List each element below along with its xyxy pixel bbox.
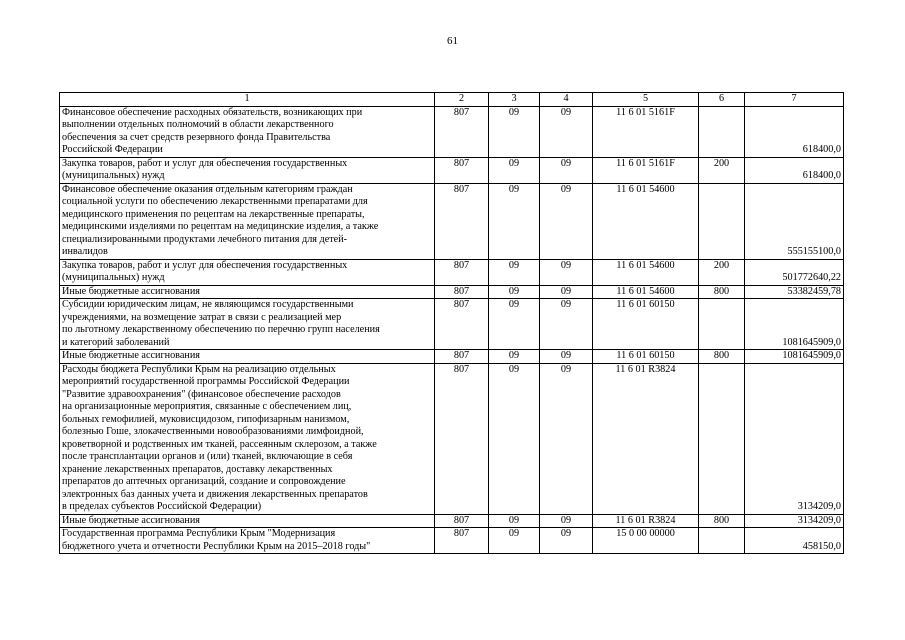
table-row [60, 514, 844, 528]
row-code-subsection: 09 [540, 259, 593, 285]
row-code-admin: 807 [435, 528, 489, 554]
row-code-target: 11 6 01 60150 [593, 350, 699, 364]
row-name: Расходы бюджета Республики Крым на реализацию отдельных мероприятий государственной программы Российской Федерации "Развитие здравоохранения" (финансовое обеспечение расходов на организационные мероприятия, связанные с обеспечением лиц, больных гемофилией, муковисцидозом, гипофизарным нанизмом, болезнью Гоше, злокачественными новообразованиями лимфоидной, кроветворной и родственных им тканей, рассеянным склерозом, а также после трансплантации органов и (или) тканей, включающие в себя хранение лекарственных препаратов, доставку лекарственных препаратов до аптечных организаций, создание и сопровождение электронных баз данных учета и движения лекарственных препаратов в пределах субъектов Российской Федерации) [60, 363, 435, 514]
row-code-expense-type [699, 183, 745, 259]
row-code-target: 11 6 01 5161F [593, 106, 699, 157]
row-name: Субсидии юридическим лицам, не являющимся государственными учреждениями, на возмещение затрат в связи с реализацией мер по льготному лекарственному обеспечению по перечню групп населения и категорий заболеваний [60, 299, 435, 350]
table-row [60, 157, 844, 183]
budget-table [59, 92, 844, 554]
table-row [60, 528, 844, 554]
row-code-section: 09 [489, 528, 540, 554]
row-code-admin: 807 [435, 299, 489, 350]
row-code-admin: 807 [435, 259, 489, 285]
row-code-subsection: 09 [540, 363, 593, 514]
header-col-1: 1 [60, 93, 435, 107]
row-amount: 1081645909,0 [745, 350, 844, 364]
row-code-expense-type: 200 [699, 157, 745, 183]
row-amount: 3134209,0 [745, 514, 844, 528]
row-amount: 618400,0 [745, 106, 844, 157]
row-code-subsection: 09 [540, 183, 593, 259]
row-code-section: 09 [489, 285, 540, 299]
row-code-section: 09 [489, 259, 540, 285]
row-code-expense-type: 800 [699, 285, 745, 299]
row-code-expense-type: 200 [699, 259, 745, 285]
row-code-admin: 807 [435, 183, 489, 259]
row-name: Закупка товаров, работ и услуг для обеспечения государственных (муниципальных) нужд [60, 157, 435, 183]
row-code-admin: 807 [435, 106, 489, 157]
row-code-target: 11 6 01 R3824 [593, 363, 699, 514]
row-code-target: 11 6 01 5161F [593, 157, 699, 183]
row-code-subsection: 09 [540, 528, 593, 554]
row-amount: 1081645909,0 [745, 299, 844, 350]
row-amount: 555155100,0 [745, 183, 844, 259]
row-name: Финансовое обеспечение оказания отдельным категориям граждан социальной услуги по обеспечению лекарственными препаратами для медицинского применения по рецептам на лекарственные препараты, медицинскими изделиями по рецептам на медицинские изделия, а также специализированными продуктами лечебного питания для детей- инвалидов [60, 183, 435, 259]
row-code-expense-type [699, 363, 745, 514]
row-code-expense-type [699, 528, 745, 554]
row-amount: 458150,0 [745, 528, 844, 554]
table-row [60, 106, 844, 157]
row-code-subsection: 09 [540, 285, 593, 299]
table-row [60, 363, 844, 514]
table-row [60, 350, 844, 364]
row-code-subsection: 09 [540, 514, 593, 528]
row-code-target: 11 6 01 54600 [593, 259, 699, 285]
row-code-section: 09 [489, 157, 540, 183]
row-code-admin: 807 [435, 363, 489, 514]
row-code-expense-type: 800 [699, 350, 745, 364]
header-col-4: 4 [540, 93, 593, 107]
row-name: Иные бюджетные ассигнования [60, 285, 435, 299]
row-code-subsection: 09 [540, 106, 593, 157]
row-code-section: 09 [489, 514, 540, 528]
header-col-6: 6 [699, 93, 745, 107]
table-row [60, 299, 844, 350]
row-name: Государственная программа Республики Крым "Модернизация бюджетного учета и отчетности Республики Крым на 2015–2018 годы" [60, 528, 435, 554]
row-code-admin: 807 [435, 157, 489, 183]
header-row [60, 93, 844, 107]
row-name: Иные бюджетные ассигнования [60, 350, 435, 364]
row-code-expense-type [699, 299, 745, 350]
table-row [60, 259, 844, 285]
row-code-expense-type [699, 106, 745, 157]
table-row [60, 183, 844, 259]
page-number: 61 [447, 35, 458, 47]
row-code-admin: 807 [435, 350, 489, 364]
row-amount: 53382459,78 [745, 285, 844, 299]
row-name: Иные бюджетные ассигнования [60, 514, 435, 528]
row-code-subsection: 09 [540, 299, 593, 350]
row-code-section: 09 [489, 363, 540, 514]
header-col-7: 7 [745, 93, 844, 107]
table-row [60, 285, 844, 299]
header-col-3: 3 [489, 93, 540, 107]
row-code-admin: 807 [435, 514, 489, 528]
row-code-target: 11 6 01 54600 [593, 285, 699, 299]
row-amount: 618400,0 [745, 157, 844, 183]
row-code-admin: 807 [435, 285, 489, 299]
row-code-subsection: 09 [540, 350, 593, 364]
header-col-2: 2 [435, 93, 489, 107]
table-body [60, 106, 844, 554]
row-code-target: 11 6 01 60150 [593, 299, 699, 350]
row-code-section: 09 [489, 299, 540, 350]
row-code-subsection: 09 [540, 157, 593, 183]
row-name: Финансовое обеспечение расходных обязательств, возникающих при выполнении отдельных полномочий в области лекарственного обеспечения за счет средств резервного фонда Правительства Российской Федерации [60, 106, 435, 157]
row-amount: 501772640,22 [745, 259, 844, 285]
row-code-section: 09 [489, 183, 540, 259]
row-code-target: 11 6 01 R3824 [593, 514, 699, 528]
row-name: Закупка товаров, работ и услуг для обеспечения государственных (муниципальных) нужд [60, 259, 435, 285]
row-code-target: 11 6 01 54600 [593, 183, 699, 259]
row-code-section: 09 [489, 106, 540, 157]
row-code-target: 15 0 00 00000 [593, 528, 699, 554]
row-code-expense-type: 800 [699, 514, 745, 528]
row-code-section: 09 [489, 350, 540, 364]
row-amount: 3134209,0 [745, 363, 844, 514]
header-col-5: 5 [593, 93, 699, 107]
